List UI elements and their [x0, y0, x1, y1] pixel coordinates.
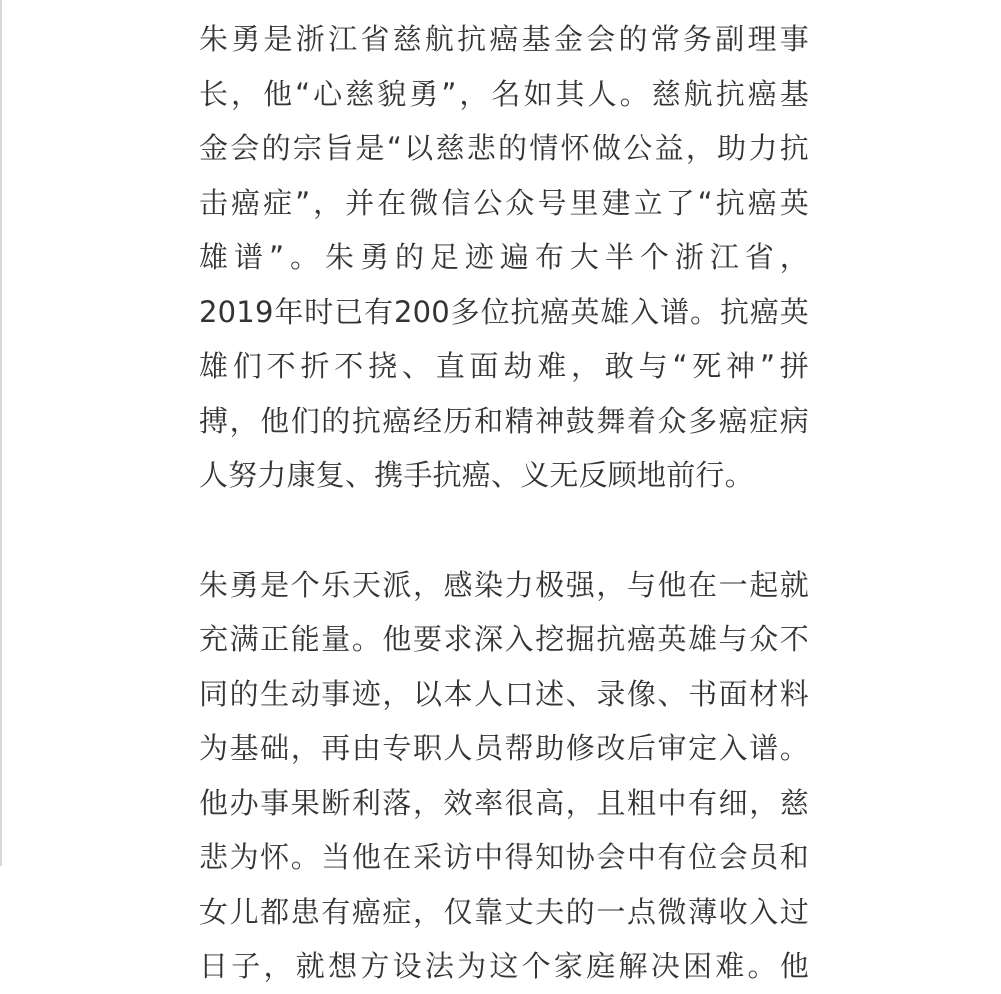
text-line: 朱勇是浙江省慈航抗癌基金会的常务副理事: [199, 22, 809, 56]
text-line: 雄谱”。朱勇的足迹遍布大半个浙江省，: [199, 240, 809, 274]
text-line: 悲为怀。当他在采访中得知协会中有位会员和: [199, 840, 809, 874]
text-line: 女儿都患有癌症，仅靠丈夫的一点微薄收入过: [199, 894, 809, 929]
paragraph-spacer: [199, 503, 809, 558]
text-line: 雄们不折不挠、直面劫难，敢与“死神”拼: [199, 349, 809, 383]
paragraph-2: [199, 558, 809, 994]
paragraph-1: [199, 12, 809, 503]
article-body: [199, 12, 809, 994]
text-line: 同的生动事迹，以本人口述、录像、书面材料: [199, 676, 809, 711]
text-line: 击癌症”，并在微信公众号里建立了“抗癌英: [199, 185, 809, 220]
text-line: 朱勇是个乐天派，感染力极强，与他在一起就: [199, 567, 809, 602]
text-line: 充满正能量。他要求深入挖掘抗癌英雄与众不: [199, 622, 809, 656]
text-line: 日子，就想方设法为这个家庭解决困难。他: [199, 949, 809, 983]
page-left-border: [0, 0, 2, 866]
text-line: 2019年时已有200多位抗癌英雄入谱。抗癌英: [199, 294, 809, 329]
text-line: 长，他“心慈貌勇”，名如其人。慈航抗癌基: [199, 76, 809, 111]
text-line: 人努力康复、携手抗癌、义无反顾地前行。: [199, 458, 754, 492]
text-line: 搏，他们的抗癌经历和精神鼓舞着众多癌症病: [199, 403, 809, 438]
text-line: 为基础，再由专职人员帮助修改后审定入谱。: [199, 731, 809, 765]
text-line: 他办事果断利落，效率很高，且粗中有细，慈: [199, 785, 809, 820]
text-line: 金会的宗旨是“以慈悲的情怀做公益，助力抗: [199, 131, 809, 165]
